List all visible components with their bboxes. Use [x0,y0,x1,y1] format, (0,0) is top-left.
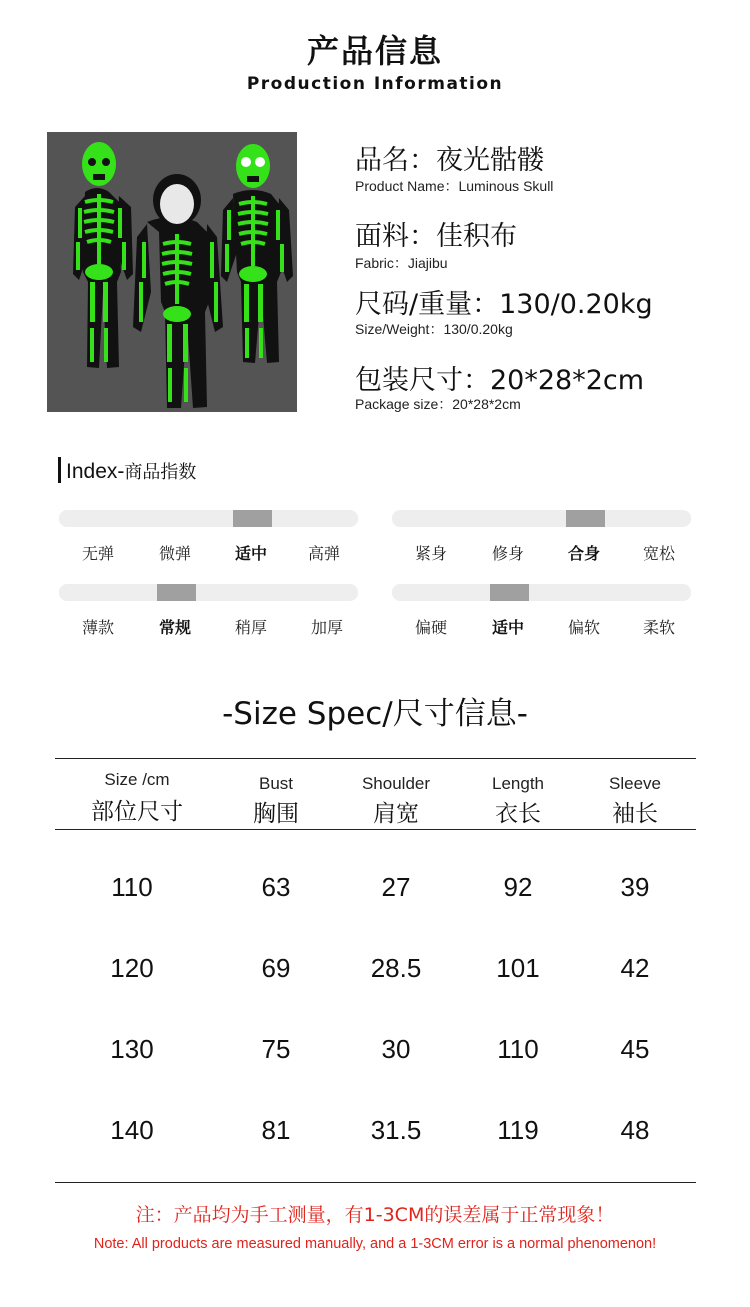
header-shoulder-en: Shoulder [361,774,431,793]
cell-length: 101 [496,953,540,983]
header-size-cn: 部位尺寸 [91,799,183,825]
note-en: Note: All products are measured manually, and a 1-3CM error is a normal phenomenon! [93,1236,657,1252]
cell-shoulder: 30 [381,1034,411,1064]
scale-label: 偏软 [567,618,600,637]
scale-indicator [233,510,272,527]
left-child-figure [73,142,133,368]
fabric: 面料：佳积布 [355,221,517,252]
scale-label: 加厚 [310,618,343,637]
cell-bust: 63 [261,872,291,902]
index-heading-en: Index- [66,460,125,483]
cell-sleeve: 42 [620,953,650,983]
index-heading-bar [58,457,61,483]
package-size-en: Package size：20*28*2cm [355,396,521,412]
table-row [0,1034,750,1068]
header-length-cn: 衣长 [495,801,541,827]
table-row [0,953,750,987]
cell-bust: 75 [261,1034,291,1064]
scale-label: 修身 [491,544,524,563]
cell-size: 130 [110,1034,154,1064]
cell-sleeve: 45 [620,1034,650,1064]
scale-indicator [157,584,196,601]
page-subtitle: Production Information [246,74,504,94]
table-top-rule [55,758,696,759]
scale-indicator [566,510,605,527]
size-weight-en: Size/Weight：130/0.20kg [355,321,513,337]
header-size-en: Size /cm [104,770,170,789]
table-header-rule [55,829,696,830]
page-title: 产品信息 [306,32,443,70]
header-length-en: Length [492,774,544,793]
header-sleeve-en: Sleeve [609,774,661,793]
cell-length: 92 [503,872,533,902]
scale-label: 薄款 [81,618,114,637]
scale-label: 柔软 [642,618,675,637]
cell-size: 110 [111,872,153,902]
skeleton-costume-illustration [47,132,297,412]
package-size: 包装尺寸：20*28*2cm [355,365,645,396]
scale-track [392,510,691,527]
product-name: 品名：夜光骷髅 [355,145,544,176]
fit-scale [392,510,691,527]
product-name-en: Product Name：Luminous Skull [355,178,554,194]
header-bust-cn: 胸围 [253,801,299,827]
scale-label: 紧身 [414,544,447,563]
softness-scale [392,584,691,601]
cell-shoulder: 28.5 [370,953,422,983]
cell-length: 119 [497,1115,539,1145]
cell-bust: 81 [261,1115,291,1145]
note-cn: 注：产品均为手工测量，有1-3CM的误差属于正常现象！ [135,1204,615,1226]
scale-label: 稍厚 [234,618,267,637]
size-spec-title: -Size Spec/尺寸信息- [222,696,528,732]
scale-label: 宽松 [642,544,675,563]
scale-label-selected: 适中 [491,618,524,637]
index-heading-cn: 商品指数 [124,462,197,483]
cell-sleeve: 39 [620,872,650,902]
elasticity-scale [59,510,358,527]
index-heading [66,458,196,484]
right-child-figure [221,144,293,363]
scale-track [392,584,691,601]
middle-child-figure [133,174,223,408]
scale-label-selected: 适中 [234,544,267,563]
scale-label: 高弹 [307,544,340,563]
cell-shoulder: 31.5 [370,1115,422,1145]
product-photo [47,132,297,412]
cell-length: 110 [497,1034,539,1064]
cell-sleeve: 48 [620,1115,650,1145]
table-row [0,1115,750,1149]
fabric-en: Fabric：Jiajibu [355,255,448,271]
cell-size: 120 [110,953,154,983]
scale-track [59,510,358,527]
scale-label-selected: 常规 [158,618,191,637]
size-weight: 尺码/重量：130/0.20kg [355,289,653,320]
header-shoulder-cn: 肩宽 [373,801,419,827]
header-bust-en: Bust [258,774,294,793]
header-sleeve-cn: 袖长 [612,801,658,827]
cell-shoulder: 27 [381,872,411,902]
table-row [0,872,750,906]
cell-bust: 69 [261,953,291,983]
thickness-scale [59,584,358,601]
scale-indicator [490,584,529,601]
scale-label: 偏硬 [414,618,447,637]
cell-size: 140 [110,1115,154,1145]
table-bottom-rule [55,1182,696,1183]
scale-track [59,584,358,601]
scale-label-selected: 合身 [567,544,600,563]
scale-label: 微弹 [158,544,191,563]
scale-label: 无弹 [81,544,114,563]
